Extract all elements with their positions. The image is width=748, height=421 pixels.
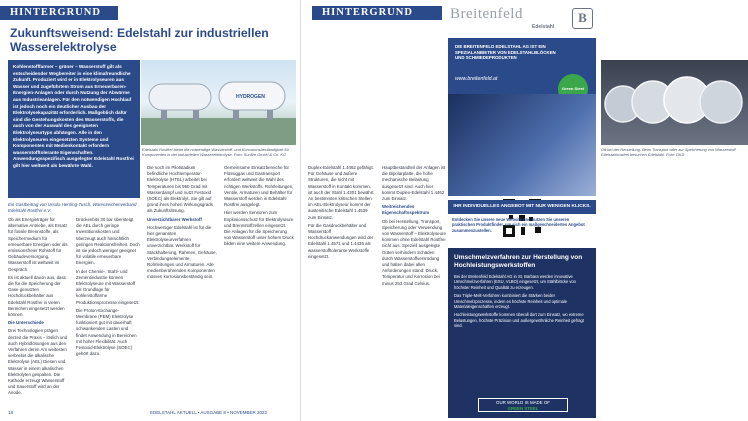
text-column-1 (8, 217, 68, 407)
green-steel-badge: Green Steel (558, 74, 588, 104)
lead-box: Kohlenstofffarmer – grüner – Wasserstoff gilt als entscheidender Wegbereiter in eine klimafreundliche Zukunft. Produziert wird er in Elektrolyseuren aus Wasser und zugeführtem Strom aus Erneuerbaren-Energien-Anlagen oder durch Nutzung der Abwärme aus Industrieanlagen. Für den notwendigen Hochlauf ist jedoch noch ein deutlicher Ausbau der Elektrolysekapazität erforderlich. Maßgeblich dafür sind die Gestehungskosten des Wasserstoffs, die auch von der Auswahl des geeigneten Elektrolyseurtyps abhängen. Alle in den Elektrolyseuren eingesetzten Systeme und Komponenten mit Medienkontakt erfordern wasserstofftolerante Eigenschaften. Anwendungsspezifisch ausgelegter Edelstahl Rostfrei gilt hier weltweit als bewährte Wahl. (8, 60, 140, 198)
slogan-top: OUR WORLD IS MADE (496, 400, 543, 405)
ad-process-title: Umschmelzverfahren zur Herstellung von Hochleistungswerkstoffen (454, 254, 583, 269)
col2-para-2: In der Chemie-, Stahl- und Zementindustrie können Elektrolyseure mit Wasserstoff als Grundlage für kohlenstoffarme Produktionsprozesse eingesetzt. (76, 268, 140, 305)
text-column-6 (382, 165, 446, 407)
left-page (0, 0, 300, 421)
section-band-right: HINTERGRUND (312, 6, 442, 20)
col4-para-1: Gemeinsame Einsatzbereiche für Flüssiggas und Gastransport erfordert weltweit die Wahl des richtigen Werkstoffs. Rohrleitungen, Ventile, Armaturen und Behälter für Wasserstoff werden in Edelstahl Rostfrei ausgelegt. (224, 165, 294, 208)
col5-para-2: Für die Gasdruckbehälter und Wasserstoff Hochdruckanwendungen wird der Edelstahl 1.4571 und 1.4435 als wasserstofftolerante Werkstoffe eingesetzt. (308, 222, 374, 259)
issue-line: EDELSTAHL AKTUELL • AUSGABE 8 • NOVEMBER 2022 (150, 410, 268, 415)
steel-discs-illustration (601, 60, 748, 145)
col4-para-2: Hier werden Sensoren zum Explosionsschutz für Elektrolyseure und Brennstoffzellen eingesetzt. Die Anlagen für die Speicherung von Wasserstoff unter hohem Druck bilden eine weitere Anwendung. (224, 210, 294, 247)
text-column-5 (308, 165, 376, 407)
text-column-2 (76, 217, 140, 407)
ad-process-section (448, 248, 596, 418)
breitenfeld-advertisement (448, 6, 596, 418)
col1-subheading: Die Unterschiede (8, 320, 44, 326)
photo-caption-right: Oft bei der Herstellung. Beim Transport oder zur Speicherung von Wasserstoff Edelstahlrostfrei besuchen Edelstahl. Foto: DKD (601, 147, 736, 157)
brand-name: Breitenfeld (450, 6, 523, 22)
brand-subtitle: Edelstahl (532, 24, 555, 30)
hydrogen-tanks-illustration (141, 60, 296, 145)
ad-steel-photo (448, 94, 596, 196)
hydrogen-tanks-photo (141, 60, 296, 145)
col3-para-1: Die noch im Pilotstadium befindliche Hochtemperatur-Elektrolyse (HTEL) arbeitet bei Temperaturen bis 950 Grad mit Wasserdampf und nutzt Festoxid (SOEC) als Elektrolyt. Sie gilt auf grund ihres hohen Wirkungsgrads als Zukunftslösung. (147, 165, 213, 214)
col6-para-1: Hauptbestandteil der Anlagen ist die Bipolarplatte, die hohe mechanische Belastung ausgesetzt sind. Auch hier kommt Duplex-Edelstahl 1.4462 zum Einsatz. (382, 165, 446, 202)
col1-para-1: Ob als Energieträger für alternative Antriebe, als Ersatz für fossile Brennstoffe, als Speichermedium für erneuerbare Energien oder als emissionsfreier Rohstoff für Gebäudeversorgung, Wasserstoff ist weltweit im Gespräch. (8, 217, 68, 272)
ad-company-description: DIE BREITENFELD EDELSTAHL AG IST EIN SPEZIALANBIETER VON EDELSTAHLBLÖCKEN UND SCHMIEDEPRODUKTEN (455, 44, 556, 61)
ad-call-to-action[interactable]: IHR INDIVIDUELLES ANGEBOT MIT NUR WENIGEN KLICKS. (448, 200, 596, 214)
col2-para-1: Drückenbits 30 bar übersteigt die AEL durch geringe Investitionskosten und überzeugt auch hinsichtlich geringen Reaktionsfreiheit. Doch ist sie jedoch weniger geeignet für volatile erneuerbare Energien. (76, 217, 140, 266)
steel-disc-photo (601, 60, 748, 145)
col2-tail: Die Proton-Exchange-Membrane (PEM) Elektrolyse funktioniert gut mit dauerhaft schwankenden Lasten und findet Anwendung in Bereichen mit hoher Flexibilität. Auch Festoxid-Elektrolyse (SOEC) gehört dazu. (76, 307, 137, 357)
brand-header (448, 6, 596, 32)
photo-caption-left: Edelstahl Rostfrei bietet die notwendige Wasserstoff- und Korrosionsbeständigkeit für Komponenten in der industriellen Wasserelektrolyse. Foto: Sunfire GmbH & Co. KG (142, 147, 289, 157)
col1-tail: Drei Technologien prägen derzeit die Praxis – löslich und auch Hybridlösungen aus den Verfahren deren Am weitesten verbreitet die alkalische Elektrolyse (AEL) Diesen und Wasser in einem alkalischen Elektrolyten gespalten. Die Kathode erzeugt Wasserstoff und Sauerstoff wird an der Anode. (8, 328, 68, 396)
section-band: HINTERGRUND (0, 6, 118, 20)
ad-process-para-3: Hochleistungswerkstoffe kommen überall dort zum Einsatz, wo extreme Belastungen, höchste Präzision und außergewöhnliche Reinheit gefragt sind. (454, 312, 584, 329)
text-column-3 (147, 165, 217, 407)
text-column-4 (224, 165, 294, 407)
col6-subheading: Weitreichendes Eigenschaftsspektrum (382, 204, 430, 216)
ad-slogan (478, 398, 568, 412)
col3-tail: Hochwertiger Edelstahl ist für die hier genannten Elektrolyseurverfahren unverzichtbar. Werkstoff für Stackhalterung, Rahmen, Gehäuse, Verbindungselemente, Rohrleitungen und Armaturen. Alle medienberührenden Komponenten müssen korrosionsbeständig sein. (147, 224, 217, 280)
article-headline: Zukunftsweisend: Edelstahl zur industriellen Wasserelektrolyse (10, 26, 269, 54)
ad-process-para-2: Das Triple-Melt-Verfahren kombiniert die Stärken beider Umschmelzprozesse, indem es höchste Reinheit und optimale Materialeigenschaften erzeugt. (454, 293, 568, 310)
col6-tail: Ob bei Herstellung, Transport, Speicherung oder Verwendung von Wasserstoff – Elektrolyseure kommen ohne Edelstahl Rostfrei nicht aus. Speziell ausgelegte Güten verhindern Schäden durch Wasserstoffversrödung und halten dabei allen Anforderungen stand: Druck, Temperatur und Korrosion bei minus 253 Grad Celsius. (382, 218, 446, 286)
brand-logo-icon: B (572, 8, 593, 29)
ad-process-para-1: Bei der Breitenfeld Edelstahl AG in St. Barbara werden innovative Umschmelzverfahren (ESU, VLBO) eingesetzt, um Stählblöcke von höchster Reinheit und Qualität zu erzeugen. (454, 274, 576, 290)
ad-info-box (448, 38, 596, 196)
hydrogen-tank-label: HYDROGEN (236, 94, 265, 100)
ad-website-link[interactable]: www.breitenfeld.at (455, 76, 498, 82)
author-note: Ein Gastbeitrag von Ursula Herrling-Tusch, Warenzeichenverband Edelstahl Rostfrei e.V. (8, 202, 137, 213)
col1-para-2: Es ist aktuell davon aus, dass die für die Speicherung der Gase genutzten Hochdruckbehälter aus Edelstahl Rostfrei in vielen Bereichen eingesetzt werden können. (8, 274, 66, 318)
slogan-green: GREEN STEEL (507, 405, 539, 411)
slogan-of: OF (543, 400, 550, 405)
col5-para-1: Duplex-Edelstahl 1.4462 gefähigt. Für Gehäuse und äußere Strukturen, die nicht mit Wasserstoff in Kontakt kommen, ist auch der Stahl 1.4301 bewährt. An bestimmten kritischen Stellen im AEL-Elektrolyseur kommt der austenitische Edelstahl 1.4539 zum Einsatz. (308, 165, 375, 220)
col3-subheading: Unverzichtbarer Werkstoff (147, 216, 202, 222)
ad-intro-text: Entdecken Sie unsere neue Website und nutzen Sie unseren praktischen Produktfinder, um sich ein maßgeschneidertes Angebot zusammenzustellen. (452, 217, 585, 233)
page-number: 18 (8, 410, 14, 415)
